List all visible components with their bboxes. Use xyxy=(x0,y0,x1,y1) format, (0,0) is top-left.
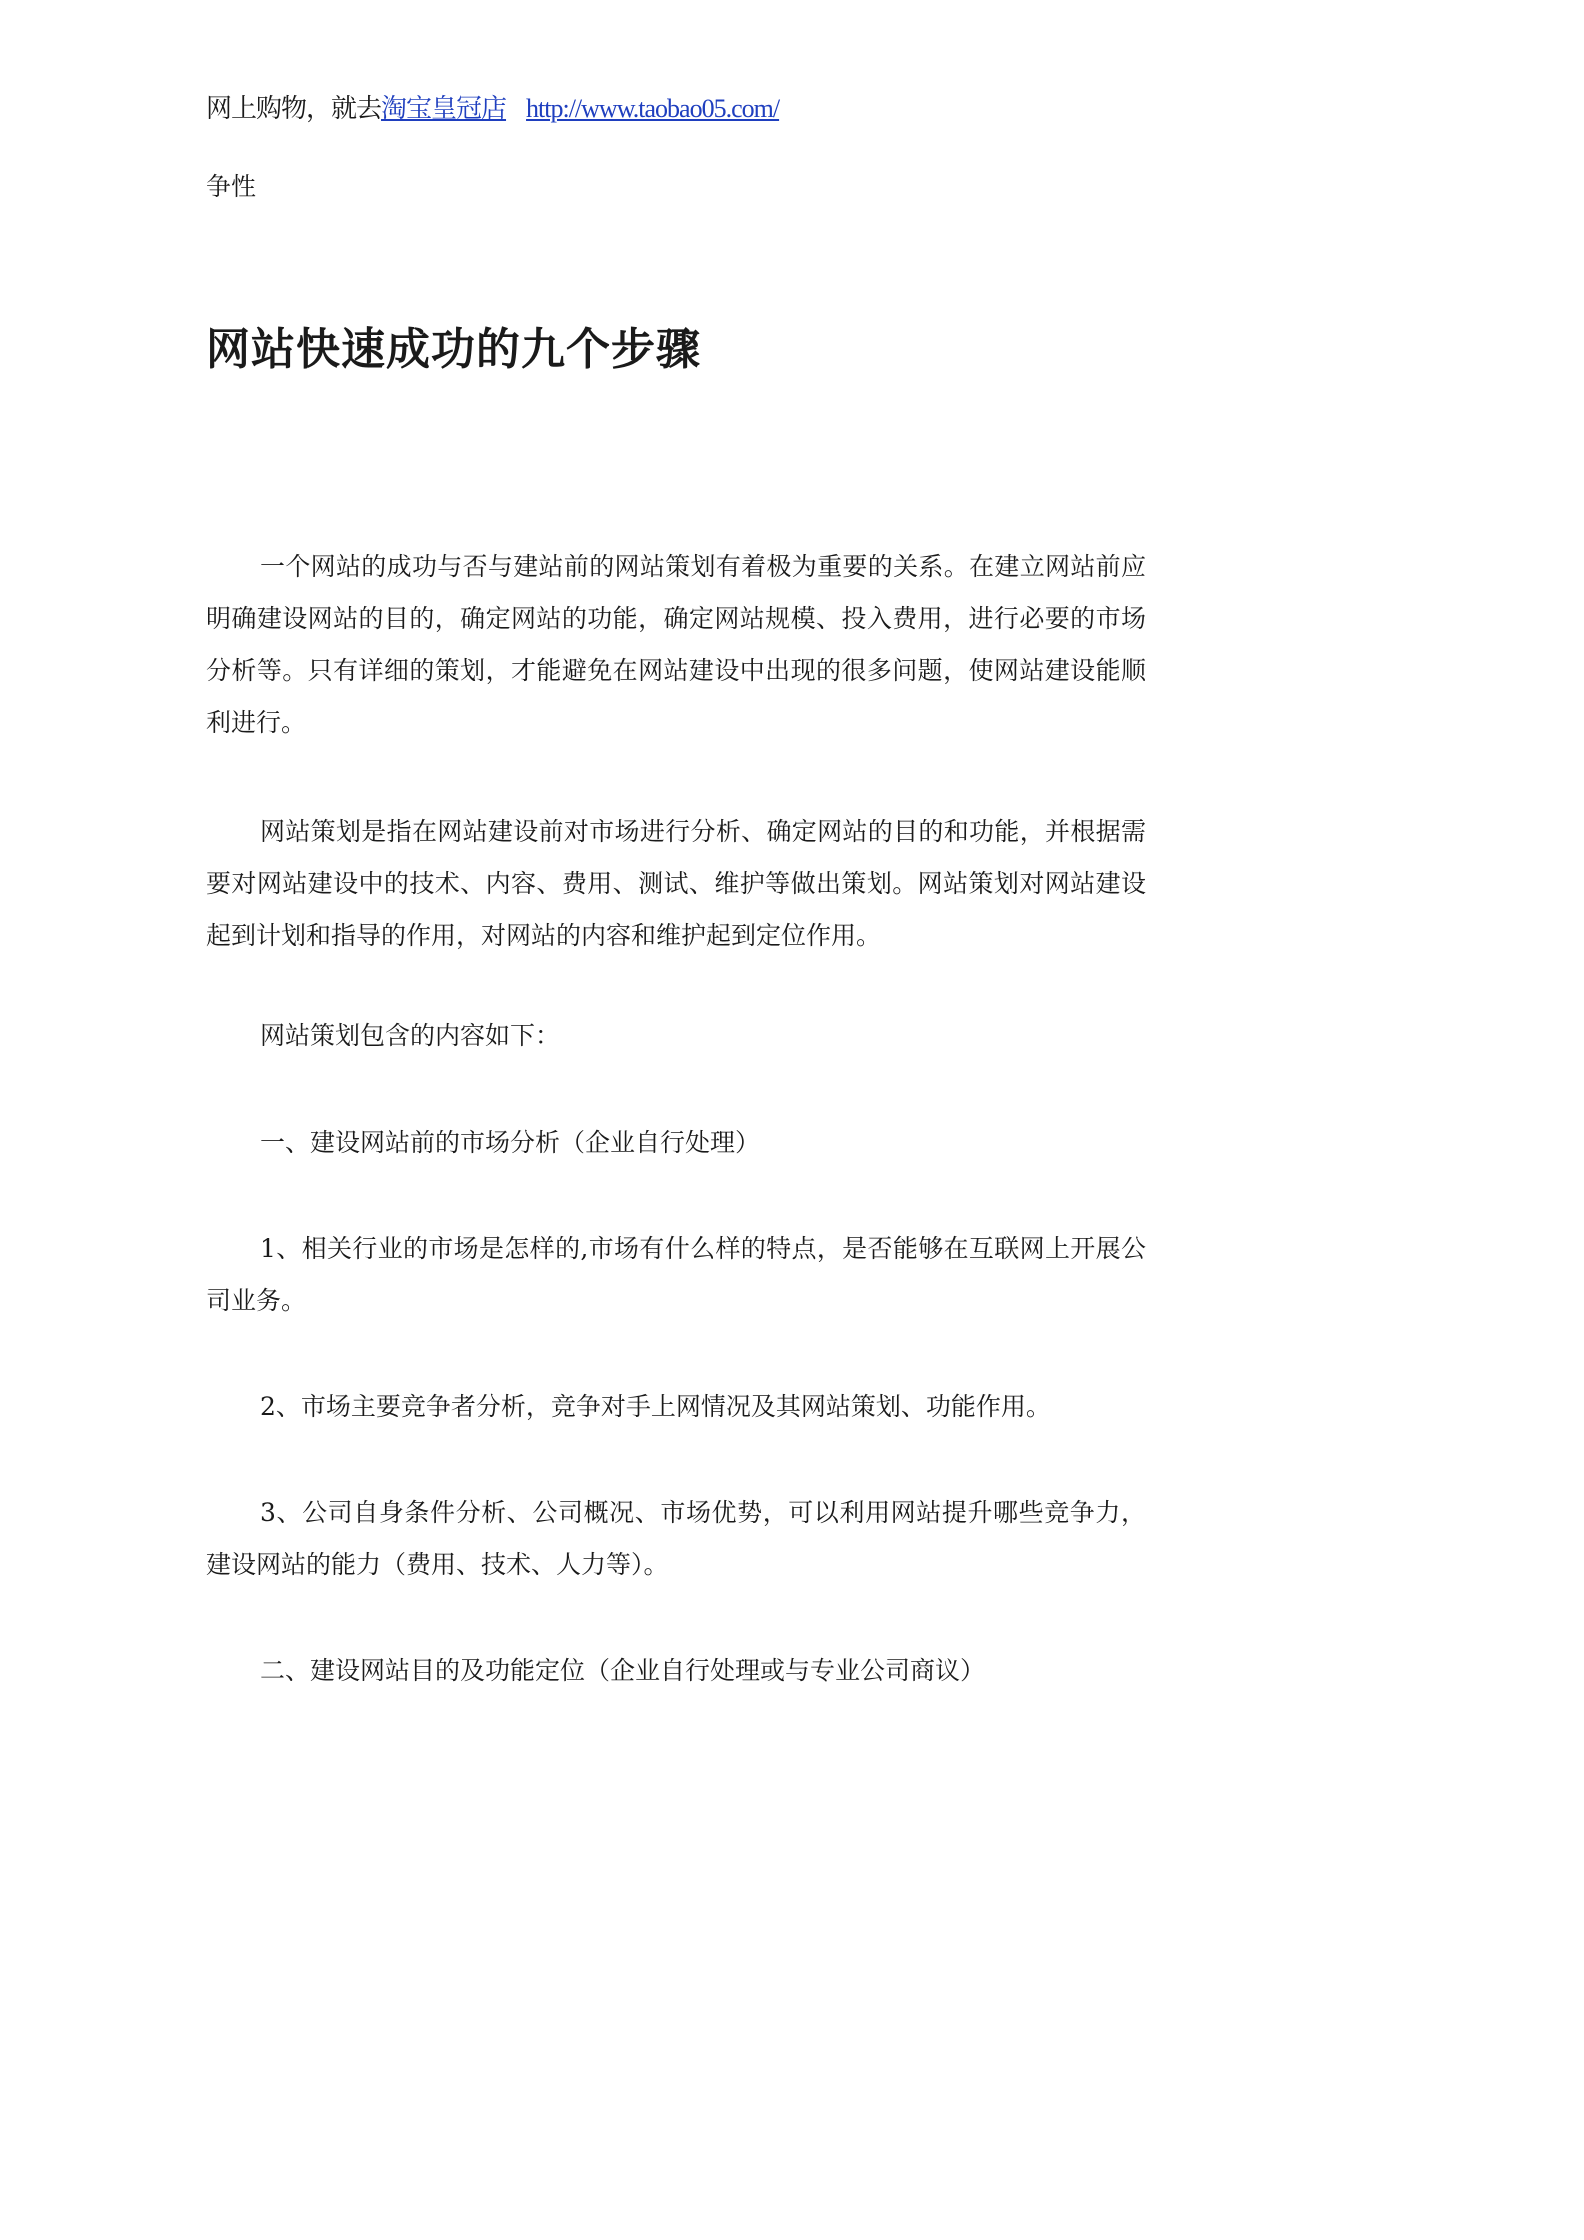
shop-link[interactable]: 淘宝皇冠店 xyxy=(381,94,507,123)
url-link[interactable]: http://www.taobao05.com/ xyxy=(526,94,780,123)
list-item-1: 1、相关行业的市场是怎样的,市场有什么样的特点，是否能够在互联网上开展公司业务。 xyxy=(206,1234,1146,1315)
article-title: 网站快速成功的九个步骤 xyxy=(206,324,701,375)
paragraph-contents-intro: 网站策划包含的内容如下： xyxy=(260,1021,561,1050)
section-heading-2: 二、建设网站目的及功能定位（企业自行处理或与专业公司商议） xyxy=(260,1656,986,1685)
list-item-2: 2、市场主要竞争者分析，竞争对手上网情况及其网站策划、功能作用。 xyxy=(260,1392,1051,1421)
header-ad-line xyxy=(206,92,779,126)
header-prefix: 网上购物，就去 xyxy=(206,94,382,123)
continued-text-fragment: 争性 xyxy=(206,172,257,201)
paragraph-intro: 一个网站的成功与否与建站前的网站策划有着极为重要的关系。在建立网站前应明确建设网站的目的，确定网站的功能，确定网站规模、投入费用，进行必要的市场分析等。只有详细的策划，才能避免在网站建设中出现的很多问题，使网站建设能顺利进行。 xyxy=(206,552,1146,737)
section-heading-1: 一、建设网站前的市场分析（企业自行处理） xyxy=(260,1128,761,1157)
list-item-3: 3、公司自身条件分析、公司概况、市场优势，可以利用网站提升哪些竞争力，建设网站的能力（费用、技术、人力等）。 xyxy=(206,1498,1146,1579)
paragraph-definition: 网站策划是指在网站建设前对市场进行分析、确定网站的目的和功能，并根据需要对网站建设中的技术、内容、费用、测试、维护等做出策划。网站策划对网站建设起到计划和指导的作用，对网站的内容和维护起到定位作用。 xyxy=(206,817,1146,950)
